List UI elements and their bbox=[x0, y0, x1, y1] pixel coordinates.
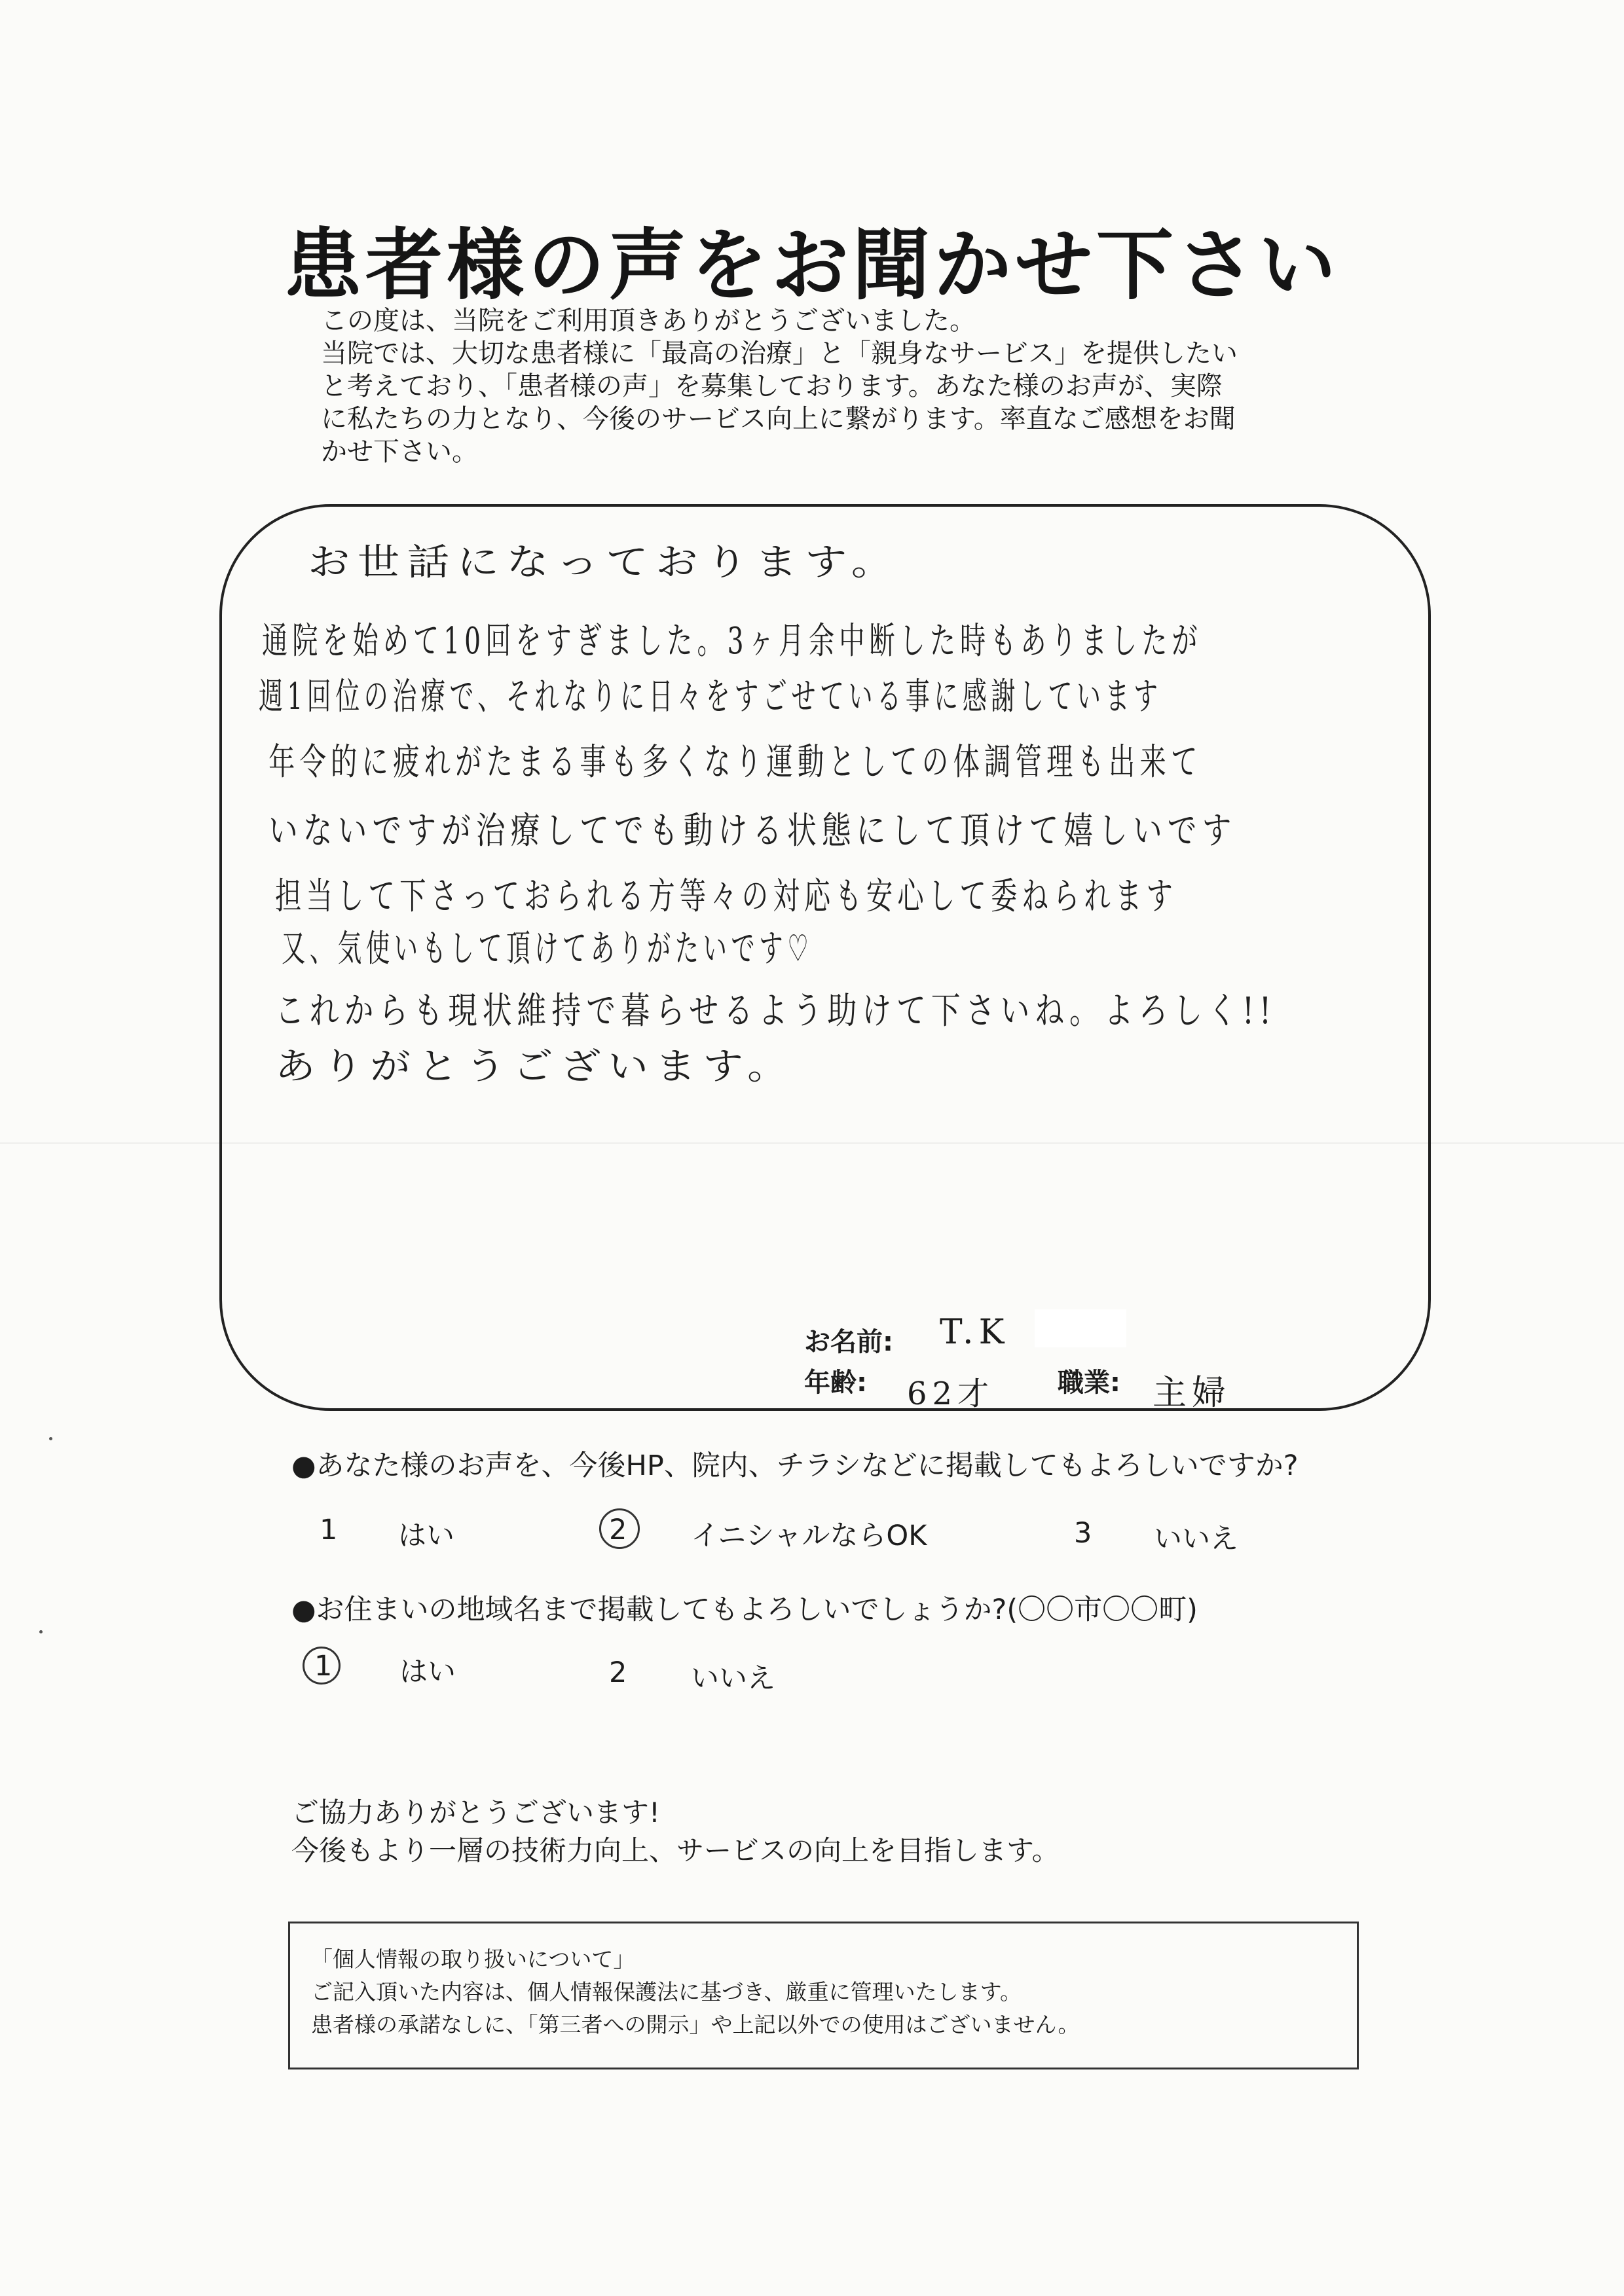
redaction-mask bbox=[1035, 1309, 1126, 1347]
paper-speck bbox=[39, 1630, 43, 1633]
comment-line: 年令的に疲れがたまる事も多くなり運動としての体調管理も出来て bbox=[268, 741, 1202, 784]
comment-line: お世話になっております。 bbox=[308, 541, 901, 584]
comment-line: 通院を始めて10回をすぎました。3ヶ月余中断した時もありましたが bbox=[262, 620, 1202, 663]
option-3-label[interactable]: いいえ bbox=[1154, 1523, 1238, 1556]
thanks-line: ご協力ありがとうございます! bbox=[291, 1796, 660, 1829]
privacy-notice bbox=[288, 1922, 1359, 2069]
thanks-text bbox=[291, 1794, 1060, 1870]
name-value: T.K bbox=[940, 1313, 1010, 1352]
option-2-num[interactable]: 2 bbox=[609, 1514, 627, 1546]
name-label: お名前: bbox=[804, 1327, 893, 1357]
age-value: 62才 bbox=[907, 1376, 995, 1412]
intro-line: この度は、当院をご利用頂きありがとうございました。 bbox=[321, 306, 976, 336]
comment-line: いないですが治療してでも動ける状態にして頂けて嬉しいです bbox=[268, 810, 1237, 852]
option-1-num[interactable]: 1 bbox=[314, 1650, 333, 1683]
comment-line: 週1回位の治療で、それなりに日々をすごせている事に感謝しています bbox=[259, 676, 1162, 718]
option-2-label[interactable]: イニシャルならOK bbox=[691, 1520, 927, 1552]
comment-line: ありがとうございます。 bbox=[275, 1046, 795, 1088]
privacy-line: ご記入頂いた内容は、個人情報保護法に基づき、厳重に管理いたします。 bbox=[311, 1979, 1022, 2005]
option-2-label[interactable]: いいえ bbox=[691, 1662, 775, 1695]
option-1-num[interactable]: 1 bbox=[320, 1514, 338, 1546]
thanks-line: 今後もより一層の技術力向上、サービスの向上を目指します。 bbox=[291, 1834, 1060, 1867]
question-area: ●お住まいの地域名まで掲載してもよろしいでしょうか?(〇〇市〇〇町) bbox=[291, 1594, 1198, 1626]
intro-line: かせ下さい。 bbox=[321, 437, 478, 467]
comment-line: 又、気使いもして頂けてありがたいです♡ bbox=[282, 928, 813, 970]
privacy-line: 患者様の承諾なしに、「第三者への開示」や上記以外での使用はございません。 bbox=[311, 2012, 1080, 2037]
privacy-heading: 「個人情報の取り扱いについて」 bbox=[311, 1946, 635, 1972]
comment-line: 担当して下さっておられる方等々の対応も安心して委ねられます bbox=[275, 875, 1178, 918]
option-2-num[interactable]: 2 bbox=[609, 1656, 627, 1689]
option-1-label[interactable]: はい bbox=[399, 1656, 456, 1688]
form-title: 患者様の声をお聞かせ下さい bbox=[284, 220, 1340, 310]
intro-line: に私たちの力となり、今後のサービス向上に繋がります。率直なご感想をお聞 bbox=[321, 404, 1236, 434]
age-label: 年齢: bbox=[804, 1368, 867, 1398]
comment-line: これからも現状維持で暮らせるよう助けて下さいね。よろしく!! bbox=[275, 990, 1277, 1032]
intro-text bbox=[321, 304, 1401, 468]
intro-line: と考えており、「患者様の声」を募集しております。あなた様のお声が、実際 bbox=[321, 371, 1223, 401]
option-3-num[interactable]: 3 bbox=[1074, 1517, 1092, 1550]
question-publish: ●あなた様のお声を、今後HP、院内、チラシなどに掲載してもよろしいですか? bbox=[291, 1449, 1299, 1482]
job-value: 主婦 bbox=[1153, 1374, 1232, 1413]
job-label: 職業: bbox=[1058, 1368, 1120, 1398]
option-1-label[interactable]: はい bbox=[398, 1520, 454, 1552]
intro-line: 当院では、大切な患者様に「最高の治療」と「親身なサービス」を提供したい bbox=[321, 338, 1238, 369]
paper-speck bbox=[49, 1437, 52, 1440]
